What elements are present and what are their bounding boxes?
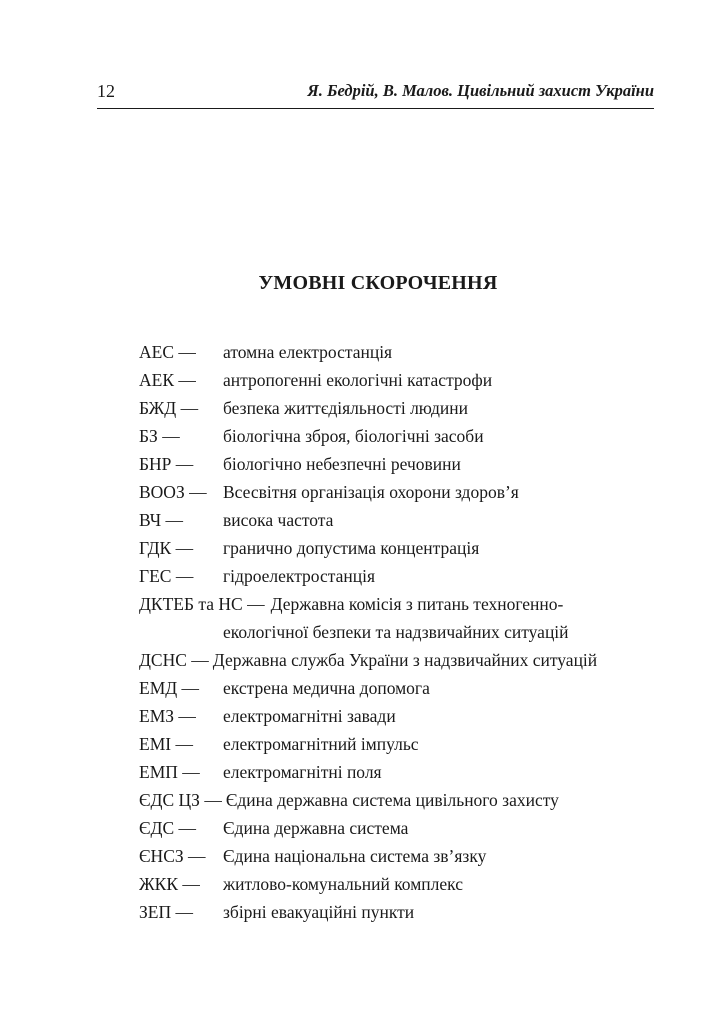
abbreviation-definition: Державна служба України з надзвичайних ситуацій	[212, 650, 598, 670]
abbreviation-row	[139, 478, 679, 506]
abbreviation-term: ЕМП —	[139, 762, 200, 782]
abbreviation-definition-continuation: екологічної безпеки та надзвичайних ситуацій	[223, 622, 569, 642]
abbreviation-definition: електромагнітні поля	[223, 762, 382, 782]
abbreviation-term: ДСНС —	[139, 650, 209, 670]
abbreviation-row	[139, 786, 679, 814]
abbreviation-term: БЖД —	[139, 398, 199, 418]
abbreviation-row	[139, 898, 679, 926]
abbreviation-term: ЄДС ЦЗ —	[139, 790, 222, 810]
header-rule	[97, 108, 654, 109]
abbreviation-row	[139, 422, 679, 450]
abbreviation-term: БЗ —	[139, 426, 180, 446]
abbreviation-term: ДКТЕБ та НС —	[139, 594, 265, 614]
abbreviation-row	[139, 646, 679, 674]
abbreviation-term: ЕМЗ —	[139, 706, 196, 726]
abbreviation-term: ВООЗ —	[139, 482, 207, 502]
abbreviation-row	[139, 842, 679, 870]
abbreviation-term: АЕК —	[139, 370, 196, 390]
abbreviation-definition: антропогенні екологічні катастрофи	[223, 370, 493, 390]
abbreviation-term: ЖКК —	[139, 874, 200, 894]
abbreviation-definition: збірні евакуаційні пункти	[223, 902, 415, 922]
abbreviation-term: ЗЕП —	[139, 902, 193, 922]
abbreviation-row	[139, 590, 679, 646]
abbreviation-definition: екстрена медична допомога	[223, 678, 430, 698]
abbreviation-row	[139, 506, 679, 534]
abbreviation-term: БНР —	[139, 454, 194, 474]
abbreviation-definition: Всесвітня організація охорони здоров’я	[223, 482, 519, 502]
abbreviation-term: АЕС —	[139, 342, 196, 362]
abbreviation-term: ГДК —	[139, 538, 194, 558]
abbreviation-definition: безпека життєдіяльності людини	[223, 398, 468, 418]
running-title: Я. Бедрій, В. Малов. Цивільний захист України	[307, 81, 654, 100]
abbreviation-row	[139, 394, 679, 422]
page-number: 12	[97, 81, 115, 101]
abbreviation-list	[139, 338, 679, 926]
abbreviation-definition: атомна електростанція	[223, 342, 393, 362]
section-title: УМОВНІ СКОРОЧЕННЯ	[258, 272, 498, 294]
abbreviation-term: ВЧ —	[139, 510, 184, 530]
abbreviation-term: ЄДС —	[139, 818, 197, 838]
abbreviation-row	[139, 674, 679, 702]
abbreviation-definition: висока частота	[223, 510, 334, 530]
abbreviation-row	[139, 450, 679, 478]
abbreviation-row	[139, 814, 679, 842]
abbreviation-definition: електромагнітні завади	[223, 706, 396, 726]
abbreviation-definition: Єдина національна система зв’язку	[223, 846, 487, 866]
abbreviation-definition: житлово-комунальний комплекс	[223, 874, 464, 894]
abbreviation-row	[139, 366, 679, 394]
abbreviation-definition: біологічно небезпечні речовини	[223, 454, 461, 474]
abbreviation-definition: Єдина державна система цивільного захисту	[225, 790, 559, 810]
abbreviation-definition: Єдина державна система	[223, 818, 409, 838]
abbreviation-definition: гідроелектростанція	[223, 566, 376, 586]
abbreviation-term: ЄНСЗ —	[139, 846, 206, 866]
abbreviation-definition: біологічна зброя, біологічні засоби	[223, 426, 484, 446]
abbreviation-row	[139, 758, 679, 786]
abbreviation-row	[139, 534, 679, 562]
abbreviation-row	[139, 730, 679, 758]
abbreviation-definition: гранично допустима концентрація	[223, 538, 480, 558]
abbreviation-definition: електромагнітний імпульс	[223, 734, 419, 754]
abbreviation-term: ЕМІ —	[139, 734, 193, 754]
abbreviation-row	[139, 562, 679, 590]
abbreviation-row	[139, 338, 679, 366]
abbreviation-row	[139, 702, 679, 730]
abbreviation-row	[139, 870, 679, 898]
abbreviation-term: ЕМД —	[139, 678, 200, 698]
abbreviation-term: ГЕС —	[139, 566, 194, 586]
abbreviation-definition: Державна комісія з питань техногенно-	[270, 594, 564, 614]
